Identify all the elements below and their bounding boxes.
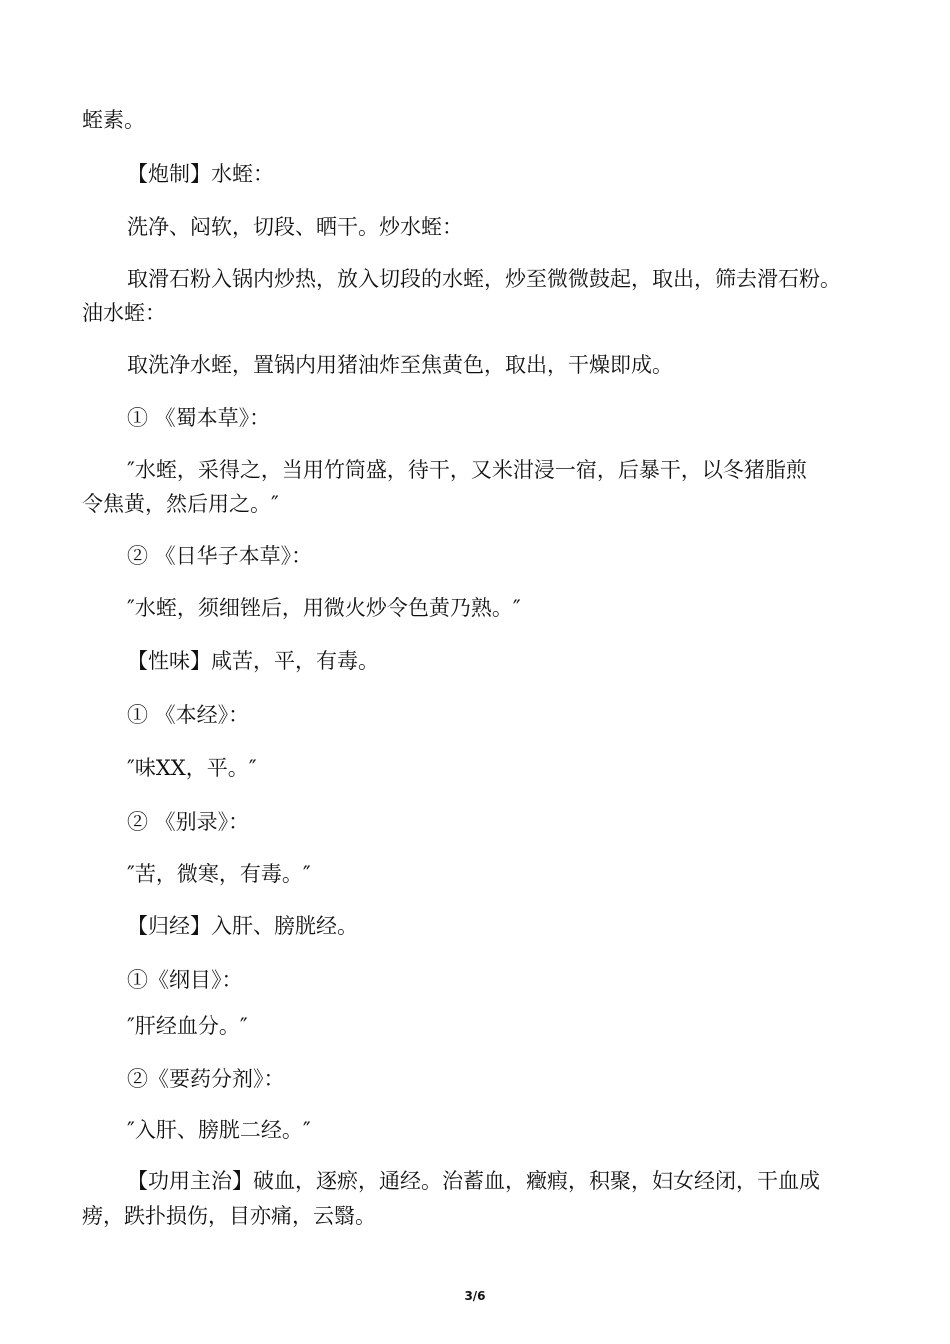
citation-heading: ① 《本经》： <box>127 703 250 727</box>
text-line: 油水蛭： <box>82 301 166 325</box>
quote-line: ″水蛭，须细锉后，用微火炒令色黄乃熟。″ <box>127 596 521 620</box>
quote-line: ″水蛭，采得之，当用竹筒盛，待干，又米泔浸一宿，后暴干，以冬猪脂煎 <box>127 458 807 482</box>
section-heading-gongyong: 【功用主治】破血，逐瘀，通经。治蓄血，癥瘕，积聚，妇女经闭，干血成 <box>127 1169 820 1193</box>
quote-line: ″入肝、膀胱二经。″ <box>127 1118 311 1142</box>
section-heading-xingwei: 【性味】咸苦，平，有毒。 <box>127 649 379 673</box>
citation-heading: ② 《日华子本草》： <box>127 544 313 568</box>
citation-heading: ② 《别录》： <box>127 810 250 834</box>
citation-heading: ① 《蜀本草》： <box>127 406 271 430</box>
text-line: 痨，跌扑损伤，目亦痛，云翳。 <box>82 1204 376 1228</box>
quote-line: ″肝经血分。″ <box>127 1014 248 1038</box>
citation-heading: ②《要药分剂》： <box>127 1067 285 1091</box>
text-line: 取滑石粉入锅内炒热，放入切段的水蛭，炒至微微鼓起，取出，筛去滑石粉。 <box>127 267 841 291</box>
text-line: 洗净、闷软，切段、晒干。炒水蛭： <box>127 215 463 239</box>
quote-line: 令焦黄，然后用之。″ <box>82 492 279 516</box>
text-line: 取洗净水蛭，置锅内用猪油炸至焦黄色，取出，干燥即成。 <box>127 353 673 377</box>
citation-heading: ①《纲目》： <box>127 968 243 992</box>
quote-line: ″味XX，平。″ <box>127 756 257 780</box>
section-heading-guijing: 【归经】入肝、膀胱经。 <box>127 914 358 938</box>
section-heading-paozhi: 【炮制】水蛭： <box>127 162 274 186</box>
quote-line: ″苦，微寒，有毒。″ <box>127 862 311 886</box>
page-number: 3/6 <box>464 1289 486 1303</box>
text-line: 蛭素。 <box>82 108 145 132</box>
